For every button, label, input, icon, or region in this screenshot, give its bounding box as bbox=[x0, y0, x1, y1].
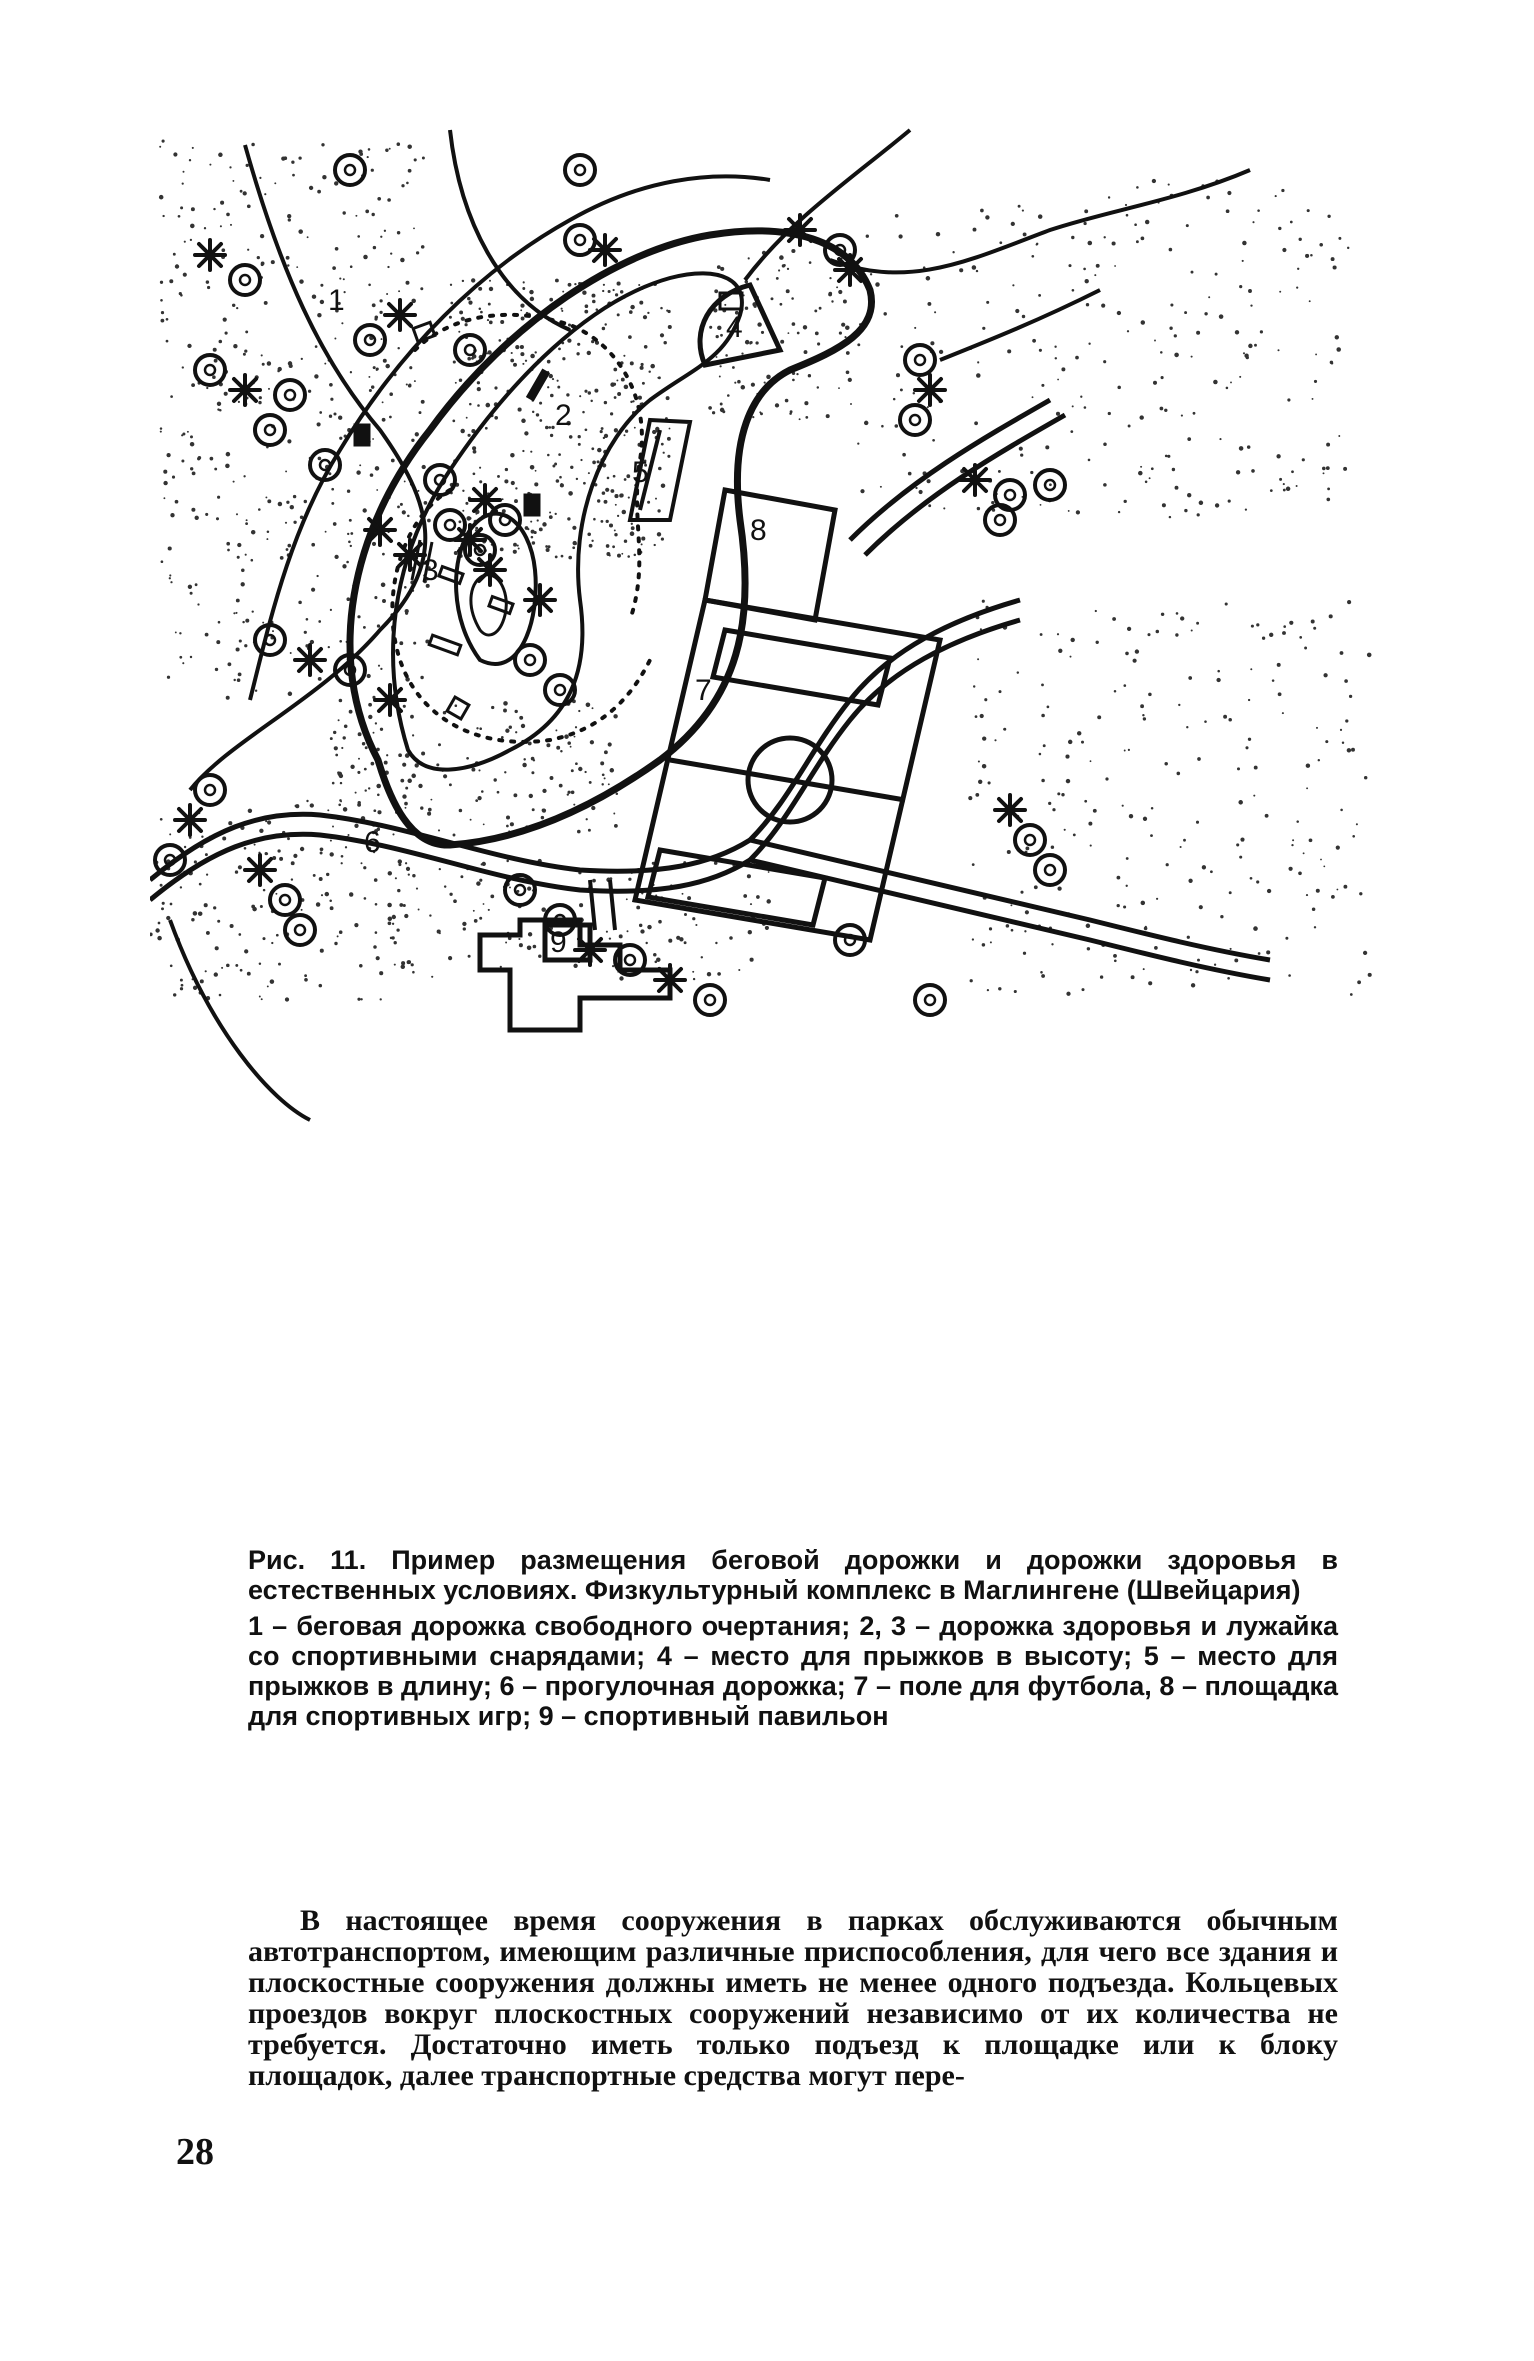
caption-legend: 1 – беговая дорожка свободного очертания; 2, 3 – дорожка здоровья и лужайка со спортивными снарядами; 4 – место для прыжков в высоту; 5 – место для прыжков в длину; 6 – прогулочная дорожка; 7 – поле для футбола, 8 – площадка для спортивных игр; 9 – спортивный павильон bbox=[248, 1611, 1338, 1731]
label-8: 8 bbox=[750, 514, 767, 547]
figure-caption bbox=[248, 1545, 1338, 1731]
label-9: 9 bbox=[550, 926, 567, 959]
page-number: 28 bbox=[176, 2131, 214, 2173]
caption-title: Рис. 11. Пример размещения беговой дорожки и дорожки здоровья в естественных условиях. Физкультурный комплекс в Маглингене (Швейцария) bbox=[248, 1545, 1338, 1605]
label-6: 6 bbox=[364, 826, 381, 859]
contour-lines bbox=[170, 130, 1250, 1120]
label-4: 4 bbox=[726, 311, 743, 344]
terrain-stipple bbox=[150, 140, 1372, 1002]
label-1: 1 bbox=[328, 284, 345, 317]
label-7: 7 bbox=[695, 674, 712, 707]
inner-contour-ring-2 bbox=[250, 176, 770, 700]
football-field-7 bbox=[635, 600, 940, 940]
label-3: 3 bbox=[422, 554, 439, 587]
label-2: 2 bbox=[555, 399, 572, 432]
side-paths bbox=[590, 880, 615, 930]
sports-pavilion-9 bbox=[480, 920, 670, 1030]
body-paragraph: В настоящее время сооружения в парках обслуживаются обычным автотранспортом, имеющим различные приспособления, для чего все здания и плоскостные сооружения должны иметь не менее одного подъезда. Кольцевых проездов вокруг плоскостных сооружений независимо от их количества не требуется. Достаточно иметь только подъезд к площадке или к блоку площадок, далее транспортные средства могут пере- bbox=[248, 1904, 1338, 2092]
site-plan-figure bbox=[150, 100, 1380, 1510]
label-5: 5 bbox=[632, 456, 649, 489]
sports-ground-8 bbox=[705, 490, 835, 620]
